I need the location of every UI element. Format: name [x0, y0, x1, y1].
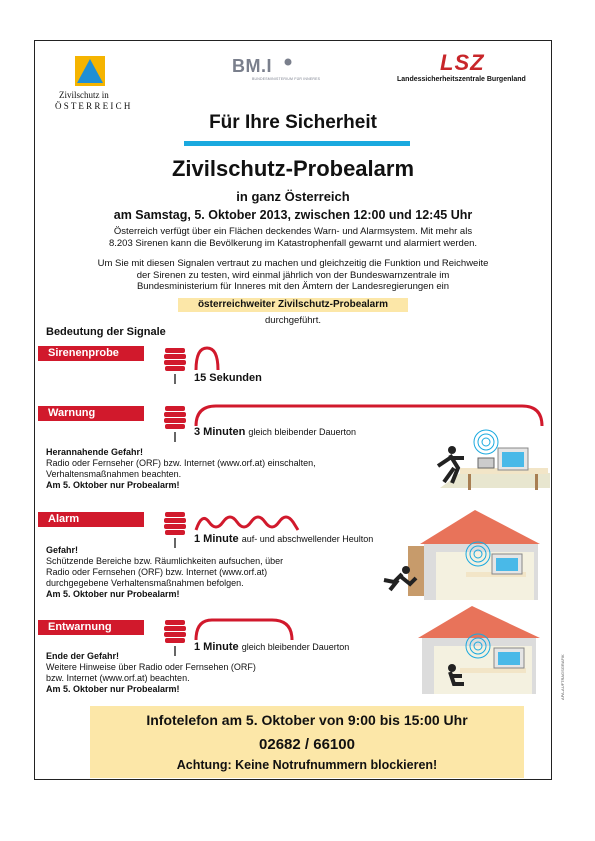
lsz-subtitle: Landessicherheitszentrale Burgenland: [397, 76, 526, 83]
intro-p2-line2: der Sirenen zu testen, wird einmal jährlich von der Bundeswarnzentrale im: [136, 269, 450, 281]
bmi-logo: [232, 56, 352, 86]
warnung-duration: [194, 426, 356, 438]
band-sirenenprobe: Sirenenprobe: [38, 346, 144, 361]
alarm-duration-value: 1 Minute: [194, 533, 239, 545]
infotelefon-phone: 02682 / 66100: [259, 736, 355, 753]
wave-short: [192, 344, 232, 372]
date-line: am Samstag, 5. Oktober 2013, zwischen 12:00 und 12:45 Uhr: [113, 208, 473, 222]
intro-paragraph-1: [34, 226, 552, 249]
illustration-house-running: [380, 506, 548, 606]
entwarnung-duration-value: 1 Minute: [194, 641, 239, 653]
wave-continuous: [192, 402, 552, 428]
intro-p1-line1: Österreich verfügt über ein Flächen deckendes Warn- und Alarmsystem. Mit mehr als: [113, 226, 473, 237]
siren-icon: [160, 346, 190, 386]
infotelefon-box: [90, 706, 524, 778]
signals-heading: Bedeutung der Signale: [46, 326, 166, 338]
side-credit: APA-AUFTRAGSGRAFIK: [560, 654, 565, 700]
warnung-note: Am 5. Oktober nur Probealarm!: [46, 480, 180, 490]
bmi-emblem-icon: [284, 58, 292, 66]
zivilschutz-logo: [55, 52, 145, 112]
infotelefon-warning: Achtung: Keine Notrufnummern blockieren!: [176, 758, 438, 772]
alarm-duration-note: auf- und abschwellender Heulton: [241, 534, 374, 544]
highlight-probealarm: österreichweiter Zivilschutz-Probealarm: [178, 298, 408, 312]
illustration-house-relax: [410, 604, 550, 700]
band-alarm: Alarm: [38, 512, 144, 527]
entwarnung-info: [46, 651, 366, 695]
warnung-info: [46, 447, 376, 491]
alarm-line2: Radio oder Fernsehen (ORF) bzw. Internet (www.orf.at): [46, 567, 268, 577]
entwarnung-title: Ende der Gefahr!: [46, 651, 120, 661]
entwarnung-duration-note: gleich bleibender Dauerton: [241, 642, 350, 652]
warnung-duration-value: 3 Minuten: [194, 426, 246, 438]
wave-steady-short: [192, 616, 302, 642]
warnung-duration-note: gleich bleibender Dauerton: [248, 427, 356, 437]
intro-end: durchgeführt.: [265, 315, 321, 326]
intro-paragraph-2: [34, 258, 552, 293]
alarm-line3: durchgegebene Verhaltensmaßnahmen befolgen.: [46, 578, 244, 588]
bmi-text: BM.I: [232, 56, 272, 76]
entwarnung-line2: bzw. Internet (www.orf.at) beachten.: [46, 673, 190, 683]
title-underline: [184, 141, 410, 146]
headline: Zivilschutz-Probealarm: [171, 156, 415, 181]
bmi-subtitle: BUNDESMINISTERIUM FÜR INNERES: [252, 77, 321, 81]
zivilschutz-line1: Zivilschutz in: [59, 90, 109, 100]
probe-duration: 15 Sekunden: [194, 372, 262, 384]
wave-rising-falling: [192, 508, 312, 534]
alarm-info: [46, 545, 366, 600]
entwarnung-note: Am 5. Oktober nur Probealarm!: [46, 684, 180, 694]
zivilschutz-line2: Ö S T E R R E I C H: [55, 101, 131, 111]
entwarnung-line1: Weitere Hinweise über Radio oder Fernsehen (ORF): [46, 662, 256, 672]
siren-icon: [160, 404, 190, 444]
infotelefon-line: Infotelefon am 5. Oktober von 9:00 bis 15:00 Uhr: [146, 712, 468, 728]
band-warnung: Warnung: [38, 406, 144, 421]
alarm-note: Am 5. Oktober nur Probealarm!: [46, 589, 180, 599]
alarm-line1: Schützende Bereiche bzw. Räumlichkeiten aufsuchen, über: [46, 556, 284, 566]
warnung-title: Herannahende Gefahr!: [46, 447, 144, 457]
warnung-line1: Radio oder Fernseher (ORF) bzw. Internet (www.orf.at) einschalten,: [46, 458, 316, 468]
intro-p2-line1: Um Sie mit diesen Signalen vertraut zu machen und gleichzeitig die Funktion und Reichweite: [97, 258, 489, 269]
siren-icon: [160, 510, 190, 550]
warnung-line2: Verhaltensmaßnahmen beachten.: [46, 469, 182, 479]
alarm-duration: [194, 533, 373, 545]
illustration-tv-person: [430, 428, 550, 496]
lsz-text: LSZ: [440, 50, 485, 75]
intro-p1-line2: 8.203 Sirenen kann die Bevölkerung im Katastrophenfall gewarnt und alarmiert werden.: [108, 237, 478, 249]
alarm-title: Gefahr!: [46, 545, 79, 555]
band-entwarnung: Entwarnung: [38, 620, 144, 635]
lsz-logo: [395, 50, 545, 90]
intro-p2-line3: Bundesministerium für Inneres mit den Ämtern der Landesregierungen ein: [136, 281, 450, 292]
zivilschutz-triangle-icon: [75, 56, 105, 86]
scope: in ganz Österreich: [236, 189, 350, 204]
title: Für Ihre Sicherheit: [209, 112, 377, 133]
